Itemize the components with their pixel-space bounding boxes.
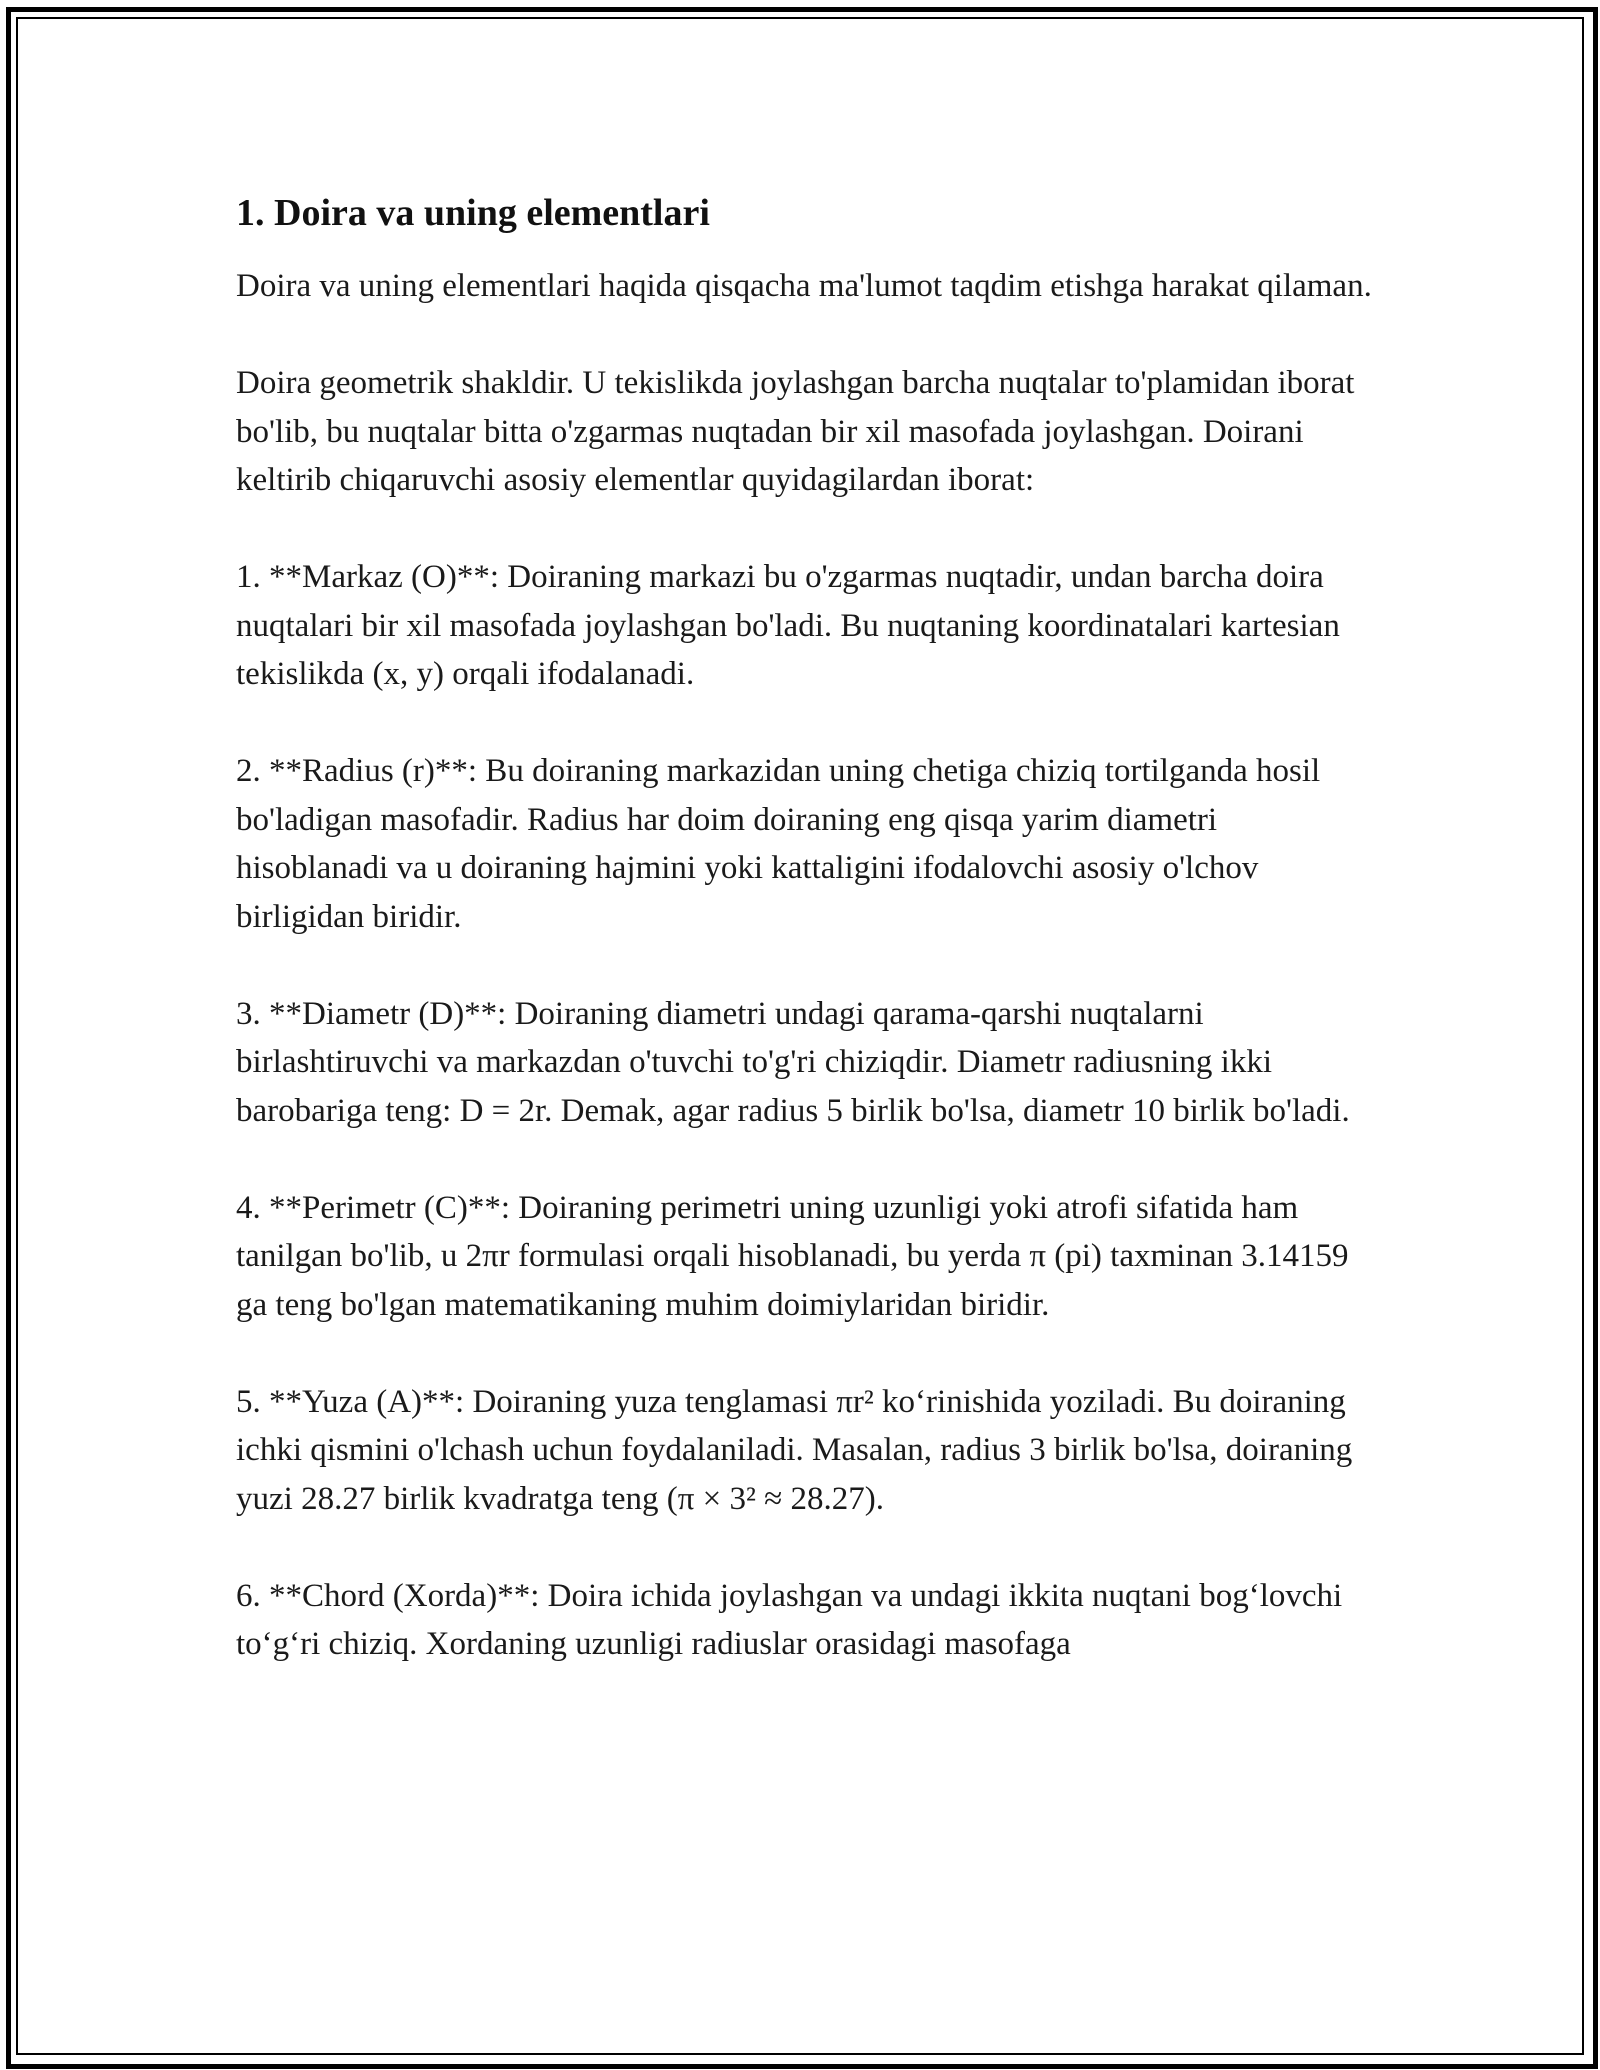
list-item-chord: 6. **Chord (Xorda)**: Doira ichida joylashgan va undagi ikkita nuqtani bog‘lovchi to‘g‘ri chiziq. Xordaning uzunligi radiuslar orasidagi masofaga	[236, 1577, 1343, 1662]
list-item-diameter: 3. **Diametr (D)**: Doiraning diametri undagi qarama-qarshi nuqtalarni birlashtiruvchi va markazdan o'tuvchi to'g'ri chiziqdir. Diametr radiusning ikki barobariga teng: D = 2r. Demak, agar radius 5 birlik bo'lsa, diametr 10 birlik bo'ladi.	[236, 995, 1350, 1129]
list-item-radius: 2. **Radius (r)**: Bu doiraning markazidan uning chetiga chiziq tortilganda hosil bo'ladigan masofadir. Radius har doim doiraning eng qisqa yarim diametri hisoblanadi va u doiraning hajmini yoki kattaligini ifodalovchi asosiy o'lchov birligidan biridir.	[236, 753, 1321, 935]
definition-paragraph: Doira geometrik shakldir. U tekislikda joylashgan barcha nuqtalar to'plamidan iborat bo'lib, bu nuqtalar bitta o'zgarmas nuqtadan bir xil masofada joylashgan. Doirani keltirib chiqaruvchi asosiy elementlar quyidagilardan iborat:	[236, 365, 1355, 498]
list-item-center: 1. **Markaz (O)**: Doiraning markazi bu o'zgarmas nuqtadir, undan barcha doira nuqtalari bir xil masofada joylashgan bo'ladi. Bu nuqtaning koordinatalari kartesian tekislikda (x, y) orqali ifodalanadi.	[236, 559, 1340, 692]
list-item-area: 5. **Yuza (A)**: Doiraning yuza tenglamasi πr² ko‘rinishida yoziladi. Bu doiraning ichki qismini o'lchash uchun foydalaniladi. Masalan, radius 3 birlik bo'lsa, doiraning yuzi 28.27 birlik kvadratga teng (π × 3² ≈ 28.27).	[236, 1383, 1353, 1517]
document-title: 1. Doira va uning elementlari	[236, 192, 710, 234]
intro-paragraph: Doira va uning elementlari haqida qisqacha ma'lumot taqdim etishga harakat qilaman.	[236, 268, 1372, 304]
document-body	[236, 188, 1376, 1717]
list-item-perimeter: 4. **Perimetr (C)**: Doiraning perimetri uning uzunligi yoki atrofi sifatida ham tanilgan bo'lib, u 2πr formulasi orqali hisoblanadi, bu yerda π (pi) taxminan 3.14159 ga teng bo'lgan matematikaning muhim doimiylaridan biridir.	[236, 1189, 1349, 1323]
